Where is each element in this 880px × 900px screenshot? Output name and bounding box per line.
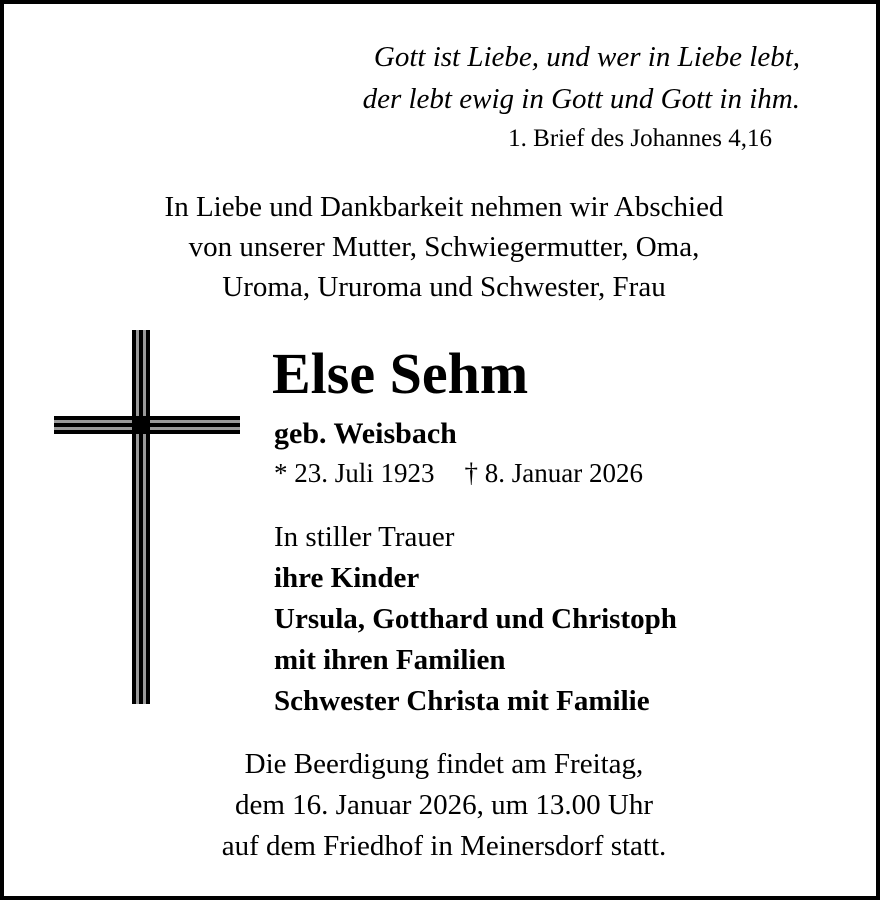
intro-line: In Liebe und Dankbarkeit nehmen wir Abschied [164,191,724,223]
mourner-line: Schwester Christa mit Familie [274,685,650,717]
mourners-block [274,517,677,722]
verse-line: der lebt ewig in Gott und Gott in ihm. [362,83,800,115]
cross-icon [54,330,240,704]
funeral-line: Die Beerdigung findet am Freitag, [244,748,644,780]
maiden-name: geb. Weisbach [274,417,457,450]
bible-verse [363,36,800,120]
mourner-line: mit ihren Familien [274,644,506,676]
intro-text [4,187,880,307]
funeral-line: auf dem Friedhof in Meinersdorf statt. [221,830,667,862]
funeral-line: dem 16. Januar 2026, um 13.00 Uhr [234,789,654,821]
mourner-line: Ursula, Gotthard und Christoph [274,603,677,635]
death-date: † 8. Januar 2026 [464,458,643,488]
funeral-details [4,744,880,867]
verse-source: 1. Brief des Johannes 4,16 [508,125,772,152]
deceased-name: Else Sehm [272,341,529,406]
verse-line: Gott ist Liebe, und wer in Liebe lebt, [373,41,800,73]
birth-date: * 23. Juli 1923 [274,458,435,488]
intro-line: Uroma, Ururoma und Schwester, Frau [222,271,666,303]
mourner-line: ihre Kinder [274,562,420,594]
intro-line: von unserer Mutter, Schwiegermutter, Oma, [188,231,700,263]
mourners-heading: In stiller Trauer [274,521,455,553]
life-dates [274,455,643,491]
